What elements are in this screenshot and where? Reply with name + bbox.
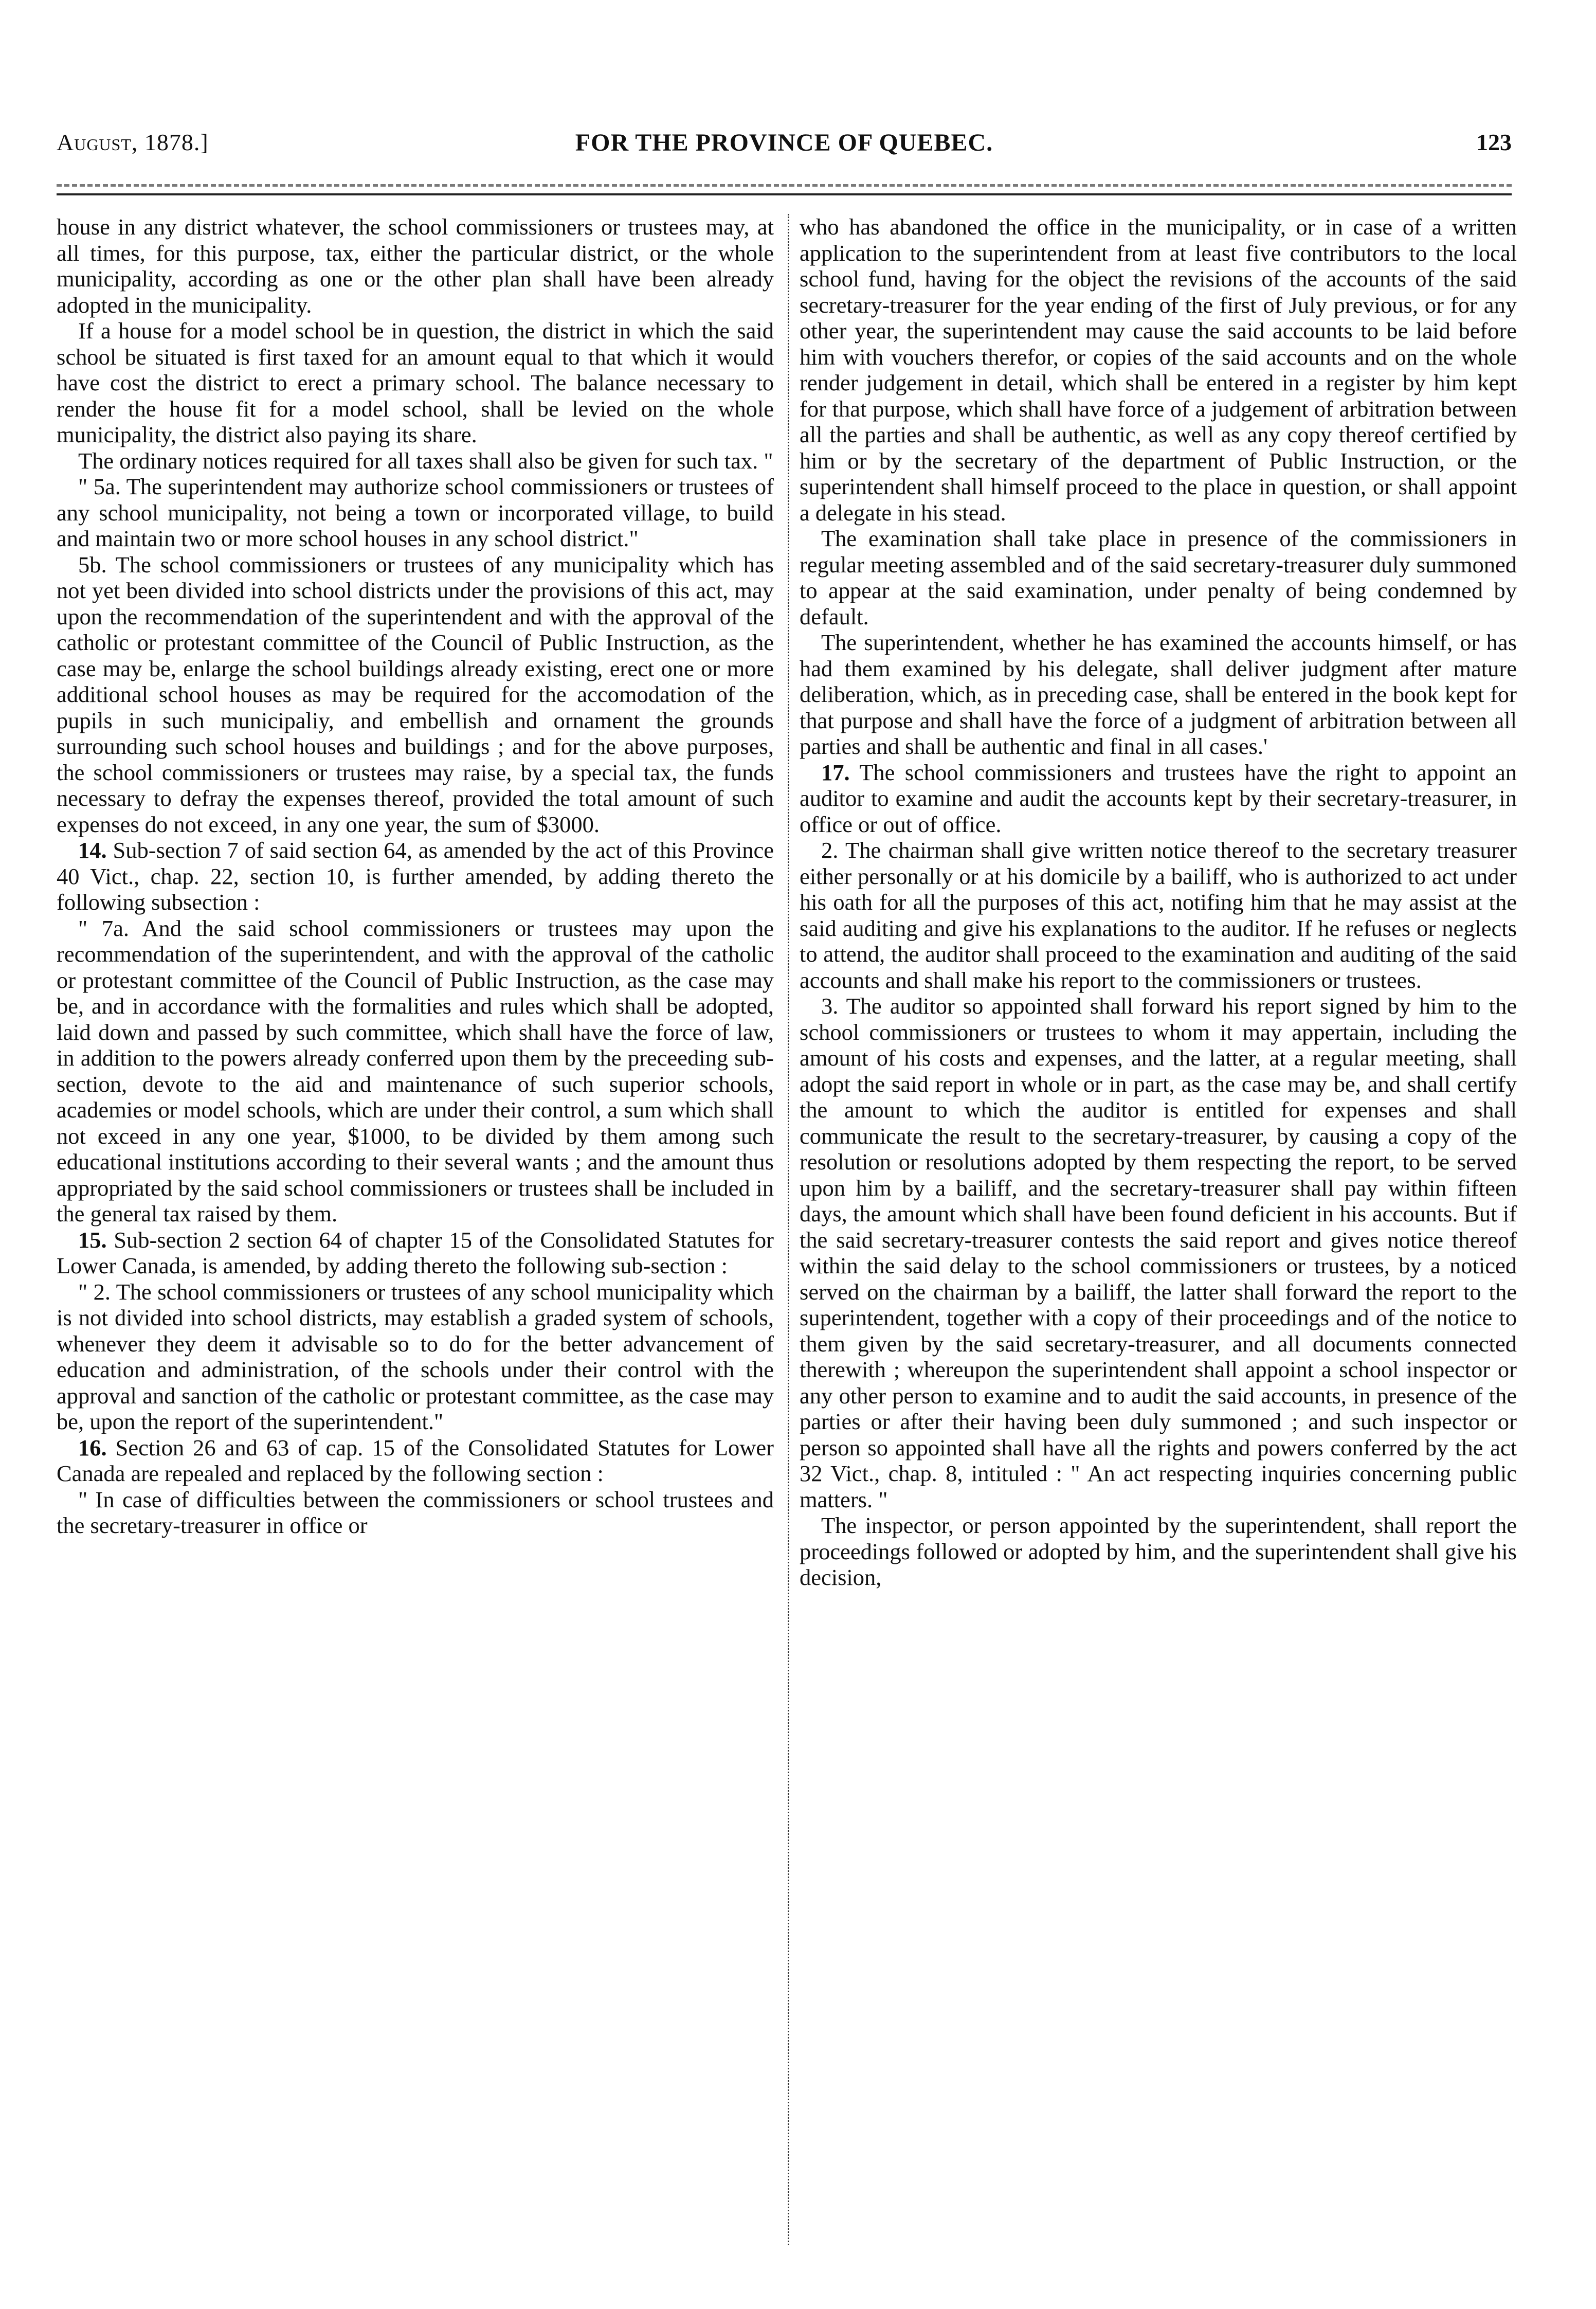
paragraph — [800, 837, 1517, 993]
paragraph — [57, 474, 774, 552]
paragraph — [800, 629, 1517, 760]
paragraph-text: The inspector, or person appointed by the superintendent, shall report the proceedings followed or adopted by him, and the superintendent shall give his decision, — [800, 1512, 1517, 1590]
section-number: 17. — [821, 759, 850, 785]
paragraph — [57, 448, 774, 474]
paragraph-text: Sub-section 2 section 64 of chapter 15 of the Consolidated Statutes for Lower Canada, is amended, by adding thereto the following sub-section : — [57, 1226, 774, 1278]
left-column — [57, 214, 774, 2261]
paragraph-text: who has abandoned the office in the municipality, or in case of a written application to the superintendent from at least five contributors to the local school fund, having for the object the revisions of the accounts of the said secretary-treasurer for the year ending of the first of July previous, or for any other year, the superintendent may cause the said accounts to be laid before him with vouchers therefor, or copies of the said accounts and on the whole render judgement in detail, which shall be entered in a register by him kept for that purpose, which shall have force of a judgement of arbitration between all the parties and shall be authentic, as well as any copy thereof certified by him or by the secretary of the department of Public Instruction, or the superintendent shall himself proceed to the place in question, or shall appoint a delegate in his stead. — [800, 214, 1517, 526]
page-number: 123 — [1476, 129, 1512, 155]
paragraph — [57, 837, 774, 915]
paragraph — [57, 214, 774, 318]
paragraph — [800, 1512, 1517, 1591]
paragraph — [57, 1279, 774, 1435]
paragraph-text: If a house for a model school be in question, the district in which the said school be situated is first taxed for an amount equal to that which it would have cost the district to erect a primary school. The balance necessary to render the house fit for a model school, shall be levied on the whole municipality, the district also paying its share. — [57, 318, 774, 447]
paragraph-text: Sub-section 7 of said section 64, as amended by the act of this Province 40 Vict., chap. 22, section 10, is further amended, by adding thereto the following subsection : — [57, 837, 774, 915]
paragraph-text: " 2. The school commissioners or trustees of any school municipality which is not divided into school districts, may establish a graded system of schools, whenever they deem it advisable so to do for the better advancement of education and administration, of the schools under their control with the approval and sanction of the catholic or protestant committee, as the case may be, upon the report of the superintendent." — [57, 1278, 774, 1434]
header-rule-solid — [57, 193, 1512, 195]
paragraph — [800, 214, 1517, 526]
paragraph-text: Section 26 and 63 of cap. 15 of the Consolidated Statutes for Lower Canada are repealed and replaced by the following section : — [57, 1434, 774, 1486]
paragraph-text: " In case of difficulties between the commissioners or school trustees and the secretary-treasurer in office or — [57, 1486, 774, 1538]
paragraph — [57, 318, 774, 448]
header-title: FOR THE PROVINCE OF QUEBEC. — [575, 129, 993, 156]
paragraph-text: " 7a. And the said school commissioners or trustees may upon the recommendation of the superintendent, and with the approval of the catholic or protestant committee of the Council of Public Instruction, as the case may be, and in accordance with the formalities and rules which shall be adopted, laid down and passed by such committee, which shall have the force of law, in addition to the powers already conferred upon them by the preceeding sub-section, devote to the aid and maintenance of such superior schools, academies or model schools, which are under their control, a sum which shall not exceed in any one year, $1000, to be divided by them among such educational institutions according to their several wants ; and the amount thus appropriated by the said school commissioners or trustees shall be included in the general tax raised by them. — [57, 915, 774, 1226]
header-rule-dashed — [57, 184, 1512, 187]
section-number: 14. — [78, 837, 107, 863]
paragraph — [57, 1487, 774, 1539]
right-column — [800, 214, 1517, 2261]
paragraph-text: house in any district whatever, the school commissioners or trustees may, at all times, for this purpose, tax, either the particular district, or the whole municipality, according as one or the other plan shall have been already adopted in the municipality. — [57, 214, 774, 318]
paragraph — [57, 552, 774, 838]
paragraph — [57, 1435, 774, 1487]
paragraph — [800, 760, 1517, 838]
paragraph — [57, 1227, 774, 1279]
paragraph — [800, 526, 1517, 629]
header-date: August, 1878.] — [57, 129, 209, 155]
paragraph-text: The superintendent, whether he has examined the accounts himself, or has had them examined by his delegate, shall deliver judgment after mature deliberation, which, as in preceding case, shall be entered in the book kept for that purpose and shall have the force of a judgment of arbitration between all parties and shall be authentic and final in all cases.' — [800, 629, 1517, 759]
paragraph-text: 2. The chairman shall give written notice thereof to the secretary treasurer either personally or at his domicile by a bailiff, who is authorized to act under his oath for all the purposes of this act, notifing him that he may assist at the said auditing and give his explanations to the auditor. If he refuses or neglects to attend, the auditor shall proceed to the examination and auditing of the said accounts and shall make his report to the commissioners or trustees. — [800, 837, 1517, 993]
section-number: 15. — [78, 1226, 107, 1253]
paragraph — [800, 993, 1517, 1512]
page-header — [57, 129, 1512, 170]
column-divider — [788, 214, 789, 2245]
paragraph-text: 5b. The school commissioners or trustees of any municipality which has not yet been divided into school districts under the provisions of this act, may upon the recommendation of the superintendent and with the approval of the catholic or protestant committee of the Council of Public Instruction, as the case may be, enlarge the school buildings already existing, erect one or more additional school houses as may be required for the accomodation of the pupils in such municipaliy, and embellish and ornament the grounds surrounding such school houses and buildings ; and for the above purposes, the school commissioners or trustees may raise, by a special tax, the funds necessary to defray the expenses thereof, provided the total amount of such expenses do not exceed, in any one year, the sum of $3000. — [57, 551, 774, 837]
paragraph-text: 3. The auditor so appointed shall forward his report signed by him to the school commissioners or trustees to whom it may appertain, including the amount of his costs and expenses, and the latter, at a regular meeting, shall adopt the said report in whole or in part, as the case may be, and shall certify the amount to which the auditor is entitled for expenses and shall communicate the result to the secretary-treasurer, by causing a copy of the resolution or resolutions adopted by them respecting the report, to be served upon him by a bailiff, and the secretary-treasurer shall pay within fifteen days, the amount which shall have been found deficient in his accounts. But if the said secretary-treasurer contests the said report and gives notice thereof within the said delay to the school commissioners or trustees, by a noticed served on the chairman by a bailiff, the latter shall forward the report to the superintendent, together with a copy of their proceedings and of the notice to them given by the said secretary-treasurer, and all documents connected therewith ; whereupon the superintendent shall appoint a school inspector or any other person to examine and to audit the said accounts, in presence of the parties or after their having been duly summoned ; and such inspector or person so appointed shall have all the rights and powers conferred by the act 32 Vict., chap. 8, intituled : " An act respecting inquiries concerning public matters. " — [800, 993, 1517, 1512]
section-number: 16. — [78, 1434, 107, 1460]
paragraph — [57, 915, 774, 1227]
paragraph-text: " 5a. The superintendent may authorize school commissioners or trustees of any school municipality, not being a town or incorporated village, to build and maintain two or more school houses in any school district." — [57, 474, 774, 551]
paragraph-text: The examination shall take place in presence of the commissioners in regular meeting assembled and of the said secretary-treasurer duly summoned to appear at the said examination, under penalty of being condemned by default. — [800, 526, 1517, 629]
paragraph-text: The school commissioners and trustees have the right to appoint an auditor to examine and audit the accounts kept by their secretary-treasurer, in office or out of office. — [800, 759, 1517, 837]
paragraph-text: The ordinary notices required for all taxes shall also be given for such tax. " — [78, 447, 773, 474]
